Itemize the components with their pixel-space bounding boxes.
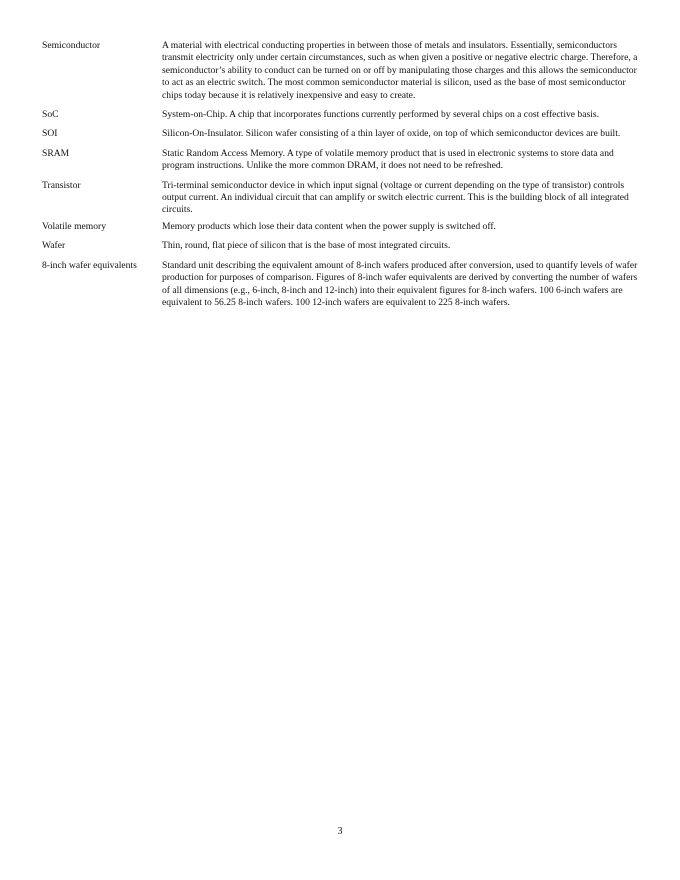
glossary-list: [42, 40, 646, 316]
glossary-definition: Standard unit describing the equivalent amount of 8-inch wafers produced after conversion, used to quantify levels of wafer production for purposes of comparison. Figures of 8-inch wafer equivalents are derived by converting the number of wafers of all dimensions (e.g., 6-inch, 8-inch and 12-inch) into their equivalent figures for 8-inch wafers. 100 6-inch wafers are equivalent to 56.25 8-inch wafers. 100 12-inch wafers are equivalent to 225 8-inch wafers.: [162, 259, 638, 308]
glossary-term: Wafer: [42, 240, 66, 252]
glossary-entry-wafer: [42, 240, 646, 252]
glossary-term: Transistor: [42, 179, 81, 191]
page-number: 3: [337, 826, 343, 837]
glossary-definition: Thin, round, flat piece of silicon that is the base of most integrated circuits.: [162, 240, 451, 252]
glossary-entry-transistor: [42, 180, 646, 217]
glossary-entry-soc: [42, 109, 646, 121]
glossary-term: Semiconductor: [42, 40, 101, 51]
glossary-term: SRAM: [42, 147, 70, 159]
glossary-term: Volatile memory: [42, 220, 107, 232]
glossary-definition: A material with electrical conducting properties in between those of metals and insulators. Essentially, semiconductors transmit electricity only under certain circumstances, such as when given a positive or negative electric charge. Therefore, a semiconductor’s ability to conduct can be turned on or off by manipulating those charges and this allows the semiconductor to act as an electric switch. The most common semiconductor material is silicon, used as the base of most semiconductor chips today because it is relatively inexpensive and easy to create.: [162, 40, 638, 101]
glossary-entry-sram: [42, 148, 646, 173]
glossary-definition: Memory products which lose their data content when the power supply is switched off.: [162, 220, 496, 232]
glossary-definition: System-on-Chip. A chip that incorporates functions currently performed by several chips on a cost effective basis.: [162, 109, 600, 121]
glossary-entry-volatile-memory: [42, 221, 646, 233]
glossary-term: SoC: [42, 109, 59, 121]
glossary-entry-8-inch-wafer-equivalents: [42, 260, 646, 310]
glossary-term: 8-inch wafer equivalents: [42, 259, 137, 271]
glossary-definition: Silicon-On-Insulator. Silicon wafer consisting of a thin layer of oxide, on top of which semiconductor devices are built.: [162, 128, 621, 140]
glossary-term: SOI: [42, 128, 58, 140]
glossary-entry-semiconductor: [42, 40, 646, 102]
glossary-definition: Tri-terminal semiconductor device in which input signal (voltage or current depending on the type of transistor) controls output current. An individual circuit that can amplify or switch electric current. This is the building block of all integrated circuits.: [162, 179, 629, 216]
glossary-definition: Static Random Access Memory. A type of volatile memory product that is used in electronic systems to store data and program instructions. Unlike the more common DRAM, it does not need to be refreshed.: [162, 147, 614, 172]
glossary-entry-soi: [42, 128, 646, 140]
